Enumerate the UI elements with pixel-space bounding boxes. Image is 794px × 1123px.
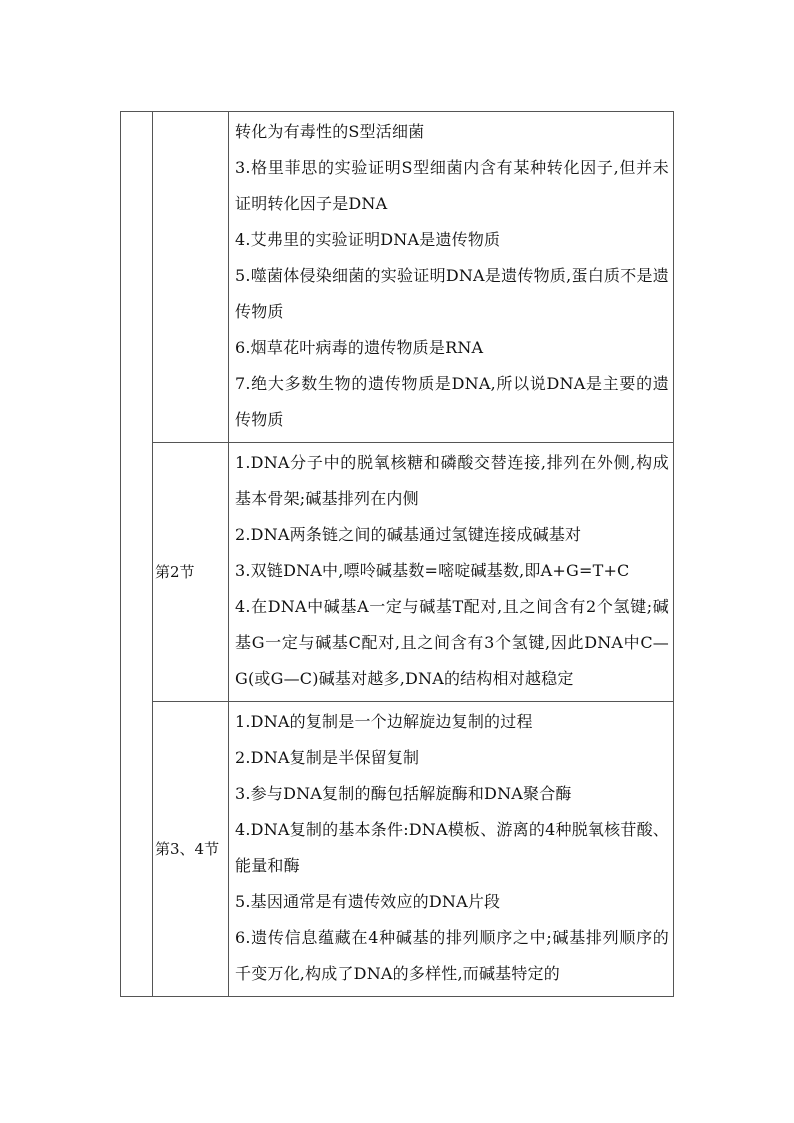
section-label-cell: 第3、4节 — [153, 702, 229, 997]
table-row-section-1 — [121, 112, 674, 443]
list-item: 1.DNA分子中的脱氧核糖和磷酸交替连接,排列在外侧,构成基本骨架;碱基排列在内侧 — [235, 453, 669, 508]
list-item: 3.双链DNA中,嘌呤碱基数=嘧啶碱基数,即A+G=T+C — [235, 561, 630, 580]
table-row-section-3 — [121, 702, 674, 997]
list-item: 2.DNA复制是半保留复制 — [235, 748, 420, 767]
list-item: 2.DNA两条链之间的碱基通过氢键连接成碱基对 — [235, 525, 582, 544]
list-item: 3.格里菲思的实验证明S型细菌内含有某种转化因子,但并未证明转化因子是DNA — [235, 158, 669, 213]
section-label-cell — [153, 112, 229, 443]
list-item: 4.在DNA中碱基A一定与碱基T配对,且之间含有2个氢键;碱基G一定与碱基C配对,且之间含有3个氢键,因此DNA中C—G(或G—C)碱基对越多,DNA的结构相对越稳定 — [235, 597, 669, 688]
list-item: 5.基因通常是有遗传效应的DNA片段 — [235, 892, 501, 911]
section-label-cell: 第2节 — [153, 443, 229, 702]
section-content-cell — [229, 112, 674, 443]
chapter-column-cell — [121, 112, 153, 997]
list-item: 4.DNA复制的基本条件:DNA模板、游离的4种脱氧核苷酸、能量和酶 — [235, 820, 669, 875]
list-item: 7.绝大多数生物的遗传物质是DNA,所以说DNA是主要的遗传物质 — [235, 374, 669, 429]
knowledge-table — [120, 111, 674, 997]
list-item: 6.遗传信息蕴藏在4种碱基的排列顺序之中;碱基排列顺序的千变万化,构成了DNA的多样性,而碱基特定的 — [235, 928, 669, 983]
section-content-cell — [229, 702, 674, 997]
list-item: 转化为有毒性的S型活细菌 — [235, 122, 425, 141]
table-row-section-2 — [121, 443, 674, 702]
list-item: 6.烟草花叶病毒的遗传物质是RNA — [235, 338, 484, 357]
list-item: 3.参与DNA复制的酶包括解旋酶和DNA聚合酶 — [235, 784, 572, 803]
list-item: 5.噬菌体侵染细菌的实验证明DNA是遗传物质,蛋白质不是遗传物质 — [235, 266, 669, 321]
section-content-cell — [229, 443, 674, 702]
list-item: 4.艾弗里的实验证明DNA是遗传物质 — [235, 230, 501, 249]
list-item: 1.DNA的复制是一个边解旋边复制的过程 — [235, 712, 533, 731]
